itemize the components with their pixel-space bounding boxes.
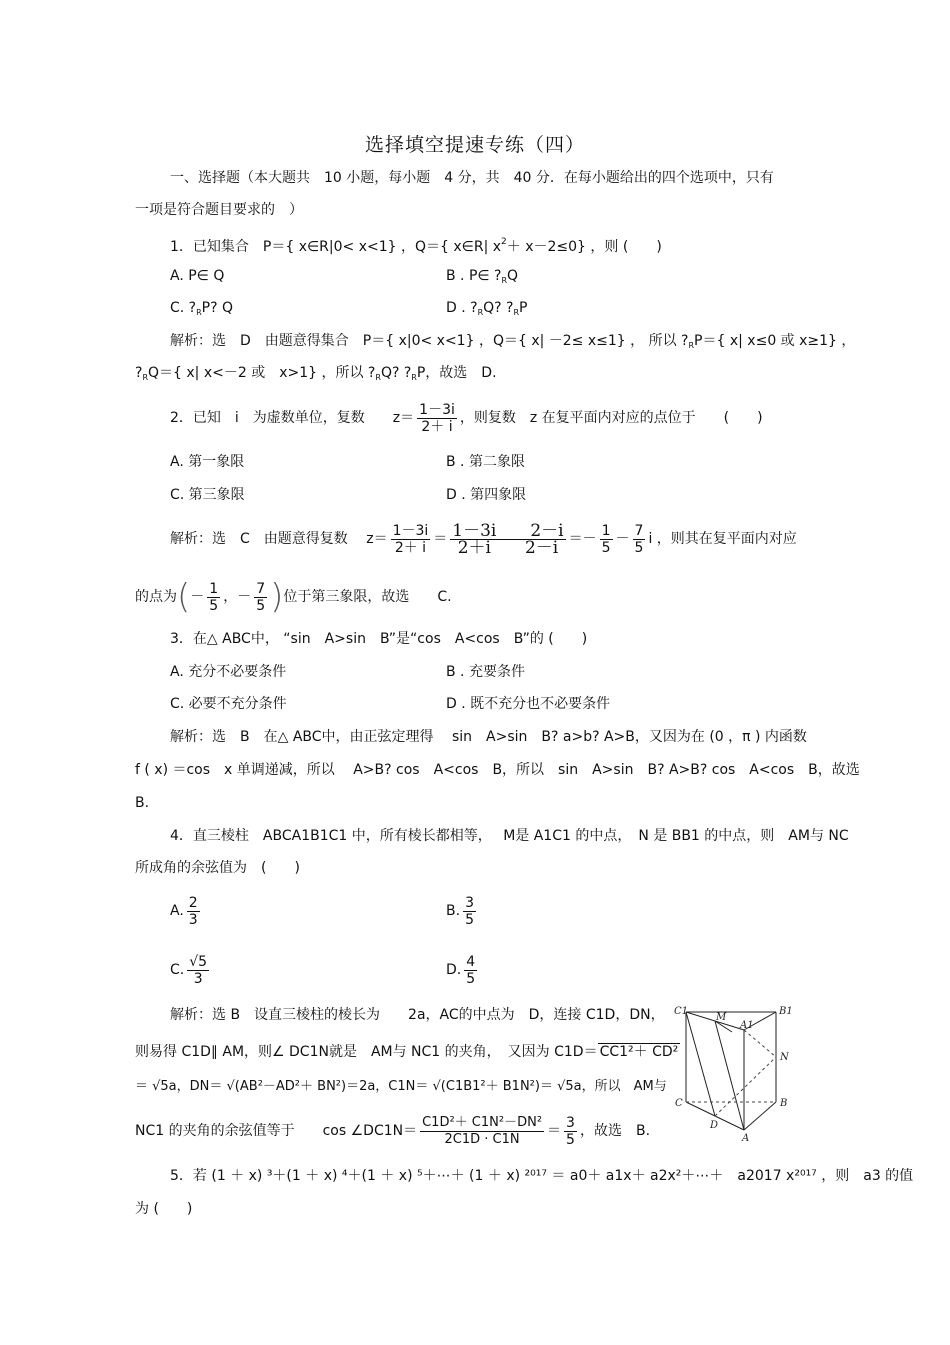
q1-option-b: B . P∈ $?_RQ$ [446,268,519,285]
q3-solution-cont: f ( x) ＝cos x 单调递减，所以 A>B? cos A<cos B，所以 sin A>sin B? A>B? cos A<cos B，故选 [135,762,860,778]
label-n: N [780,1052,789,1063]
q4-solution-4: NC1 的夹角的余弦值等于 cos ∠DC1N＝ $\frac{\text{C1D²＋ C1N²－DN²}}{2C1D \cdot C1N}$ ＝ $\frac{3}{5}$ ，故选 B. [135,1114,651,1148]
q3-option-b: B . 充要条件 [446,664,525,680]
q4-option-b: B. $\frac{3}{5}$ [446,894,474,928]
q3-stem: 3．在△ ABC中， “sin A>sin B”是“cos A<cos B”的 ( ) [170,631,588,647]
q2-option-d: D . 第四象限 [446,487,527,503]
q1-solution-cont: $?_RQ=${ x| x<－2 或 x>1} ，所以 $?_RQ$? $?_RP$，故选 D. [135,365,497,382]
q4-option-c: C. $\frac{√5}{3}$ [170,953,208,987]
q3-solution-end: B. [135,795,150,811]
q4-stem: 4．直三棱柱 ABCA1B1C1 中，所有棱长都相等， M是 A1C1 的中点， N 是 BB1 的中点，则 AM与 NC [170,828,849,844]
section-header: 一、选择题（本大题共 10 小题，每小题 4 分，共 40 分．在每小题给出的四个选项中，只有 [170,170,774,186]
q5-stem: 5．若 (1 ＋ x) ³＋(1 ＋ x) ⁴＋(1 ＋ x) ⁵＋⋯＋ (1 ＋ x) ²⁰¹⁷ ＝ a0＋ a1x＋ a2x²＋⋯＋ a2017 x²⁰¹⁷ ，则 a3 的值 [170,1168,914,1184]
q2-solution-cont: 的点为(－ $\frac{1}{5}$ ，－ $\frac{7}{5}$ )位于第三象限，故选 C. [135,577,452,617]
q3-option-d: D . 既不充分也不必要条件 [446,696,611,712]
q5-stem-cont: 为 ( ) [135,1201,193,1217]
q2-fraction: $\frac{1-3i}{2+ i}$ [419,401,455,435]
q4-stem-cont: 所成角的余弦值为 ( ) [135,860,300,876]
q2-option-c: C. 第三象限 [170,487,245,503]
label-b1: B1 [779,1006,793,1017]
q3-option-c: C. 必要不充分条件 [170,696,287,712]
q2-solution: 解析：选 C 由题意得复数 z＝ $\frac{1-3i}{2+ i}$ ＝ $\frac{1-3i 2-i}{2+i 2-i}$ ＝－ $\frac{1}{5}$ － $\frac{7}{5}$ i ，则其在复平面内对应 [170,520,797,558]
q4-solution: 解析：选 B 设直三棱柱的棱长为 2a，AC的中点为 D，连接 C1D，DN， [170,1007,665,1023]
q3-solution: 解析：选 B 在△ ABC中，由正弦定理得 sin A>sin B? a>b? A>B，又因为在 (0 ，π ) 内函数 [170,729,807,745]
q1-solution: 解析：选 D 由题意得集合 P＝{ x|0< x<1} ，Q＝{ x| －2≤ x≤1} ， 所以 $?_RP=${ x| x≤0 或 x≥1} ， [170,333,856,350]
q3-option-a: A. 充分不必要条件 [170,664,287,680]
q2-option-b: B . 第二象限 [446,454,525,470]
q4-solution-2: 则易得 C1D∥ AM，则∠ DC1N就是 AM与 NC1 的夹角， 又因为 C1D＝ CC1²＋ CD² [135,1044,679,1060]
q4-solution-3: ＝ √5a，DN＝ √(AB²－AD²＋ BN²)＝2a，C1N＝ √(C1B1²＋ B1N²)＝ √5a，所以 AM与 [135,1079,667,1094]
q1-option-c: C. $?_RP$? Q [170,300,234,317]
label-m: M [716,1012,727,1023]
page-title: 选择填空提速专练（四） [364,134,585,156]
label-c1: C1 [674,1006,689,1017]
q1-option-d: D . $?_RQ$? $?_RP$ [446,300,528,317]
section-header-cont: 一项是符合题目要求的 ） [135,202,303,218]
prism-figure [672,1002,804,1144]
q1-stem: 1．已知集合 P＝{ x∈R|0< x<1} ，Q＝{ x∈R| $x^2+ x-2\le 0$} ，则 ( ) [170,237,662,255]
label-b: B [780,1098,788,1109]
q4-option-d: D. $\frac{4}{5}$ [446,953,476,987]
label-c: C [675,1098,683,1109]
q4-option-a: A. $\frac{2}{3}$ [170,894,198,928]
label-a: A [742,1133,750,1144]
label-d: D [710,1120,719,1131]
q2-stem: 2．已知 i 为虚数单位，复数 z＝ $\frac{1-3i}{2+ i}$ ，则复数 z 在复平面内对应的点位于 ( ) [170,401,763,435]
q1-option-a: A. P∈ Q [170,268,225,284]
label-a1: A1 [740,1020,754,1031]
q2-option-a: A. 第一象限 [170,454,245,470]
